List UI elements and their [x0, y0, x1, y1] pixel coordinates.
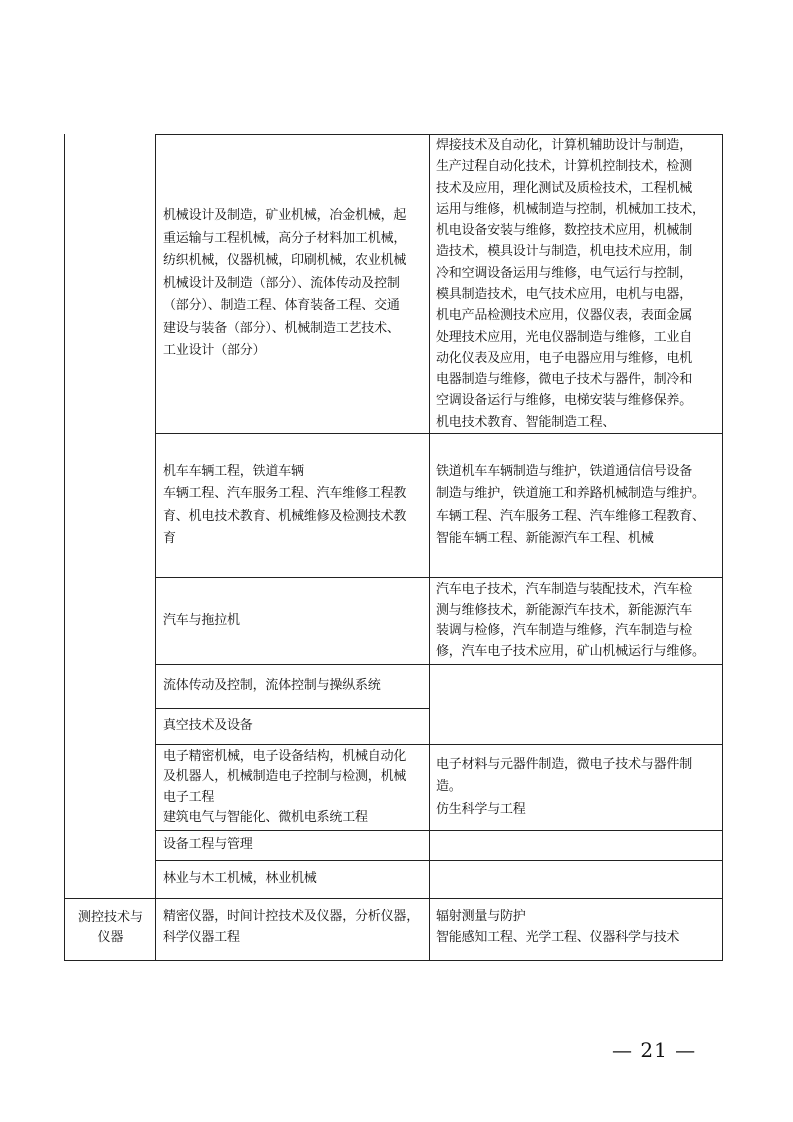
page-number: — 21 — — [612, 1038, 697, 1062]
grid-left-border — [64, 134, 65, 961]
category-label: 测控技术与 仪器 — [77, 910, 143, 945]
table-cell-right: 辐射测量与防护 智能感知工程、光学工程、仪器科学与技术 — [436, 909, 680, 945]
table-cell-left: 流体传动及控制，流体控制与操纵系统 — [163, 678, 381, 694]
table-cell-right: 电子材料与元器件制造，微电子技术与器件制 造。 仿生科学与工程 — [436, 756, 693, 817]
table-cell-right: 焊接技术及自动化，计算机辅助设计与制造， 生产过程自动化技术，计算机控制技术，检测 技术及应用，理化测试及质检技术，工程机械 运用与维修，机械制造与控制，机械加工技术， 机电设备安装与维修，数控技术应用，机械制 造技术，模具设计与制造，机电技术应用，制 冷和空调设备运用与维修，电气运行与控制， 模具制造技术，电气技术应用，电机与电器， 机电产品检测技术应用，仪器仪表，表面金属 处理技术应用，光电仪器制造与维修，工业自 动化仪表及应用，电子电器应用与维修，电机 电器制造与维修，微电子技术与器件，制冷和 空调设备运行与维修，电梯安装与维修保养。 机电技术教育、智能制造工程、 — [436, 137, 705, 430]
grid-bottom-border — [64, 960, 723, 961]
table-cell-left: 设备工程与管理 — [163, 837, 253, 853]
table-cell-right: 铁道机车车辆制造与维护，铁道通信信号设备 制造与维护，铁道施工和养路机械制造与维护。 车辆工程、汽车服务工程、汽车维修工程教育、 智能车辆工程、新能源汽车工程、机械 — [436, 463, 705, 546]
grid-top-border — [155, 134, 723, 135]
grid-column-divider — [429, 134, 430, 961]
table-cell-left: 林业与木工机械，林业机械 — [163, 871, 317, 887]
table-cell-left: 机车车辆工程，铁道车辆 车辆工程、汽车服务工程、汽车维修工程教 育、机电技术教育、机械维修及检测技术教 育 — [163, 463, 407, 546]
grid-right-border — [722, 134, 723, 961]
grid-category-divider — [155, 134, 156, 961]
table-cell-left: 汽车与拖拉机 — [163, 612, 240, 628]
table-cell-right: 汽车电子技术，汽车制造与装配技术，汽车检 测与维修技术，新能源汽车技术，新能源汽车 装调与检修，汽车制造与维修，汽车制造与检 修，汽车电子技术应用，矿山机械运行与维修。 — [436, 582, 705, 659]
table-cell-left: 真空技术及设备 — [163, 718, 253, 734]
table-cell-left: 精密仪器，时间计控技术及仪器，分析仪器， 科学仪器工程 — [163, 909, 420, 945]
table-cell-left: 电子精密机械，电子设备结构，机械自动化 及机器人，机械制造电子控制与检测，机械 电子工程 建筑电气与智能化、微机电系统工程 — [163, 748, 407, 825]
table-cell-left: 机械设计及制造，矿业机械，冶金机械，起 重运输与工程机械，高分子材料加工机械， 纺织机械，仪器机械，印刷机械，农业机械 机械设计及制造（部分）、流体传动及控制 （部分）、制造工程、体育装备工程、交通 建设与装备（部分）、机械制造工艺技术、 工业设计（部分） — [163, 208, 407, 359]
